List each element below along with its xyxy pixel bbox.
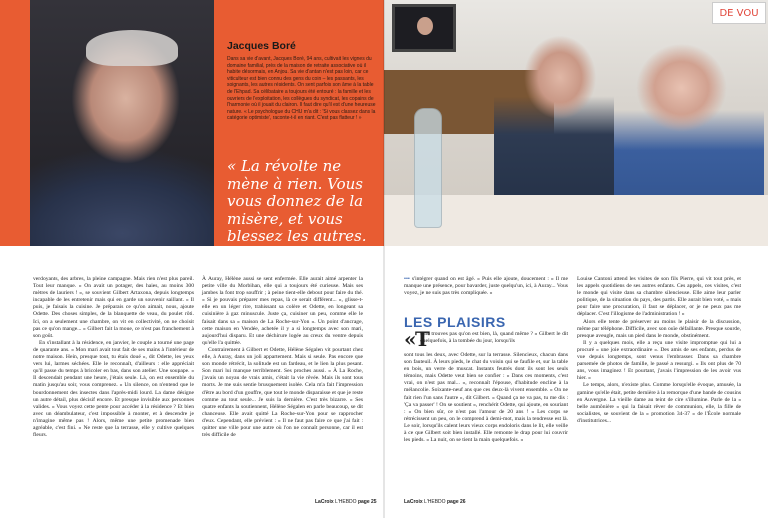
portrait-photo <box>30 0 214 246</box>
folio-sub: L'HEBDO <box>335 499 357 505</box>
paragraph: verdoyants, des arbres, la pleine campagne. Mais rien n'est plus pareil. Tout leur manque. « On avait un potager, des haies, au moins 300 mètres de lauriers ! », se souvient Gilbert Artaxona, depuis longtemps incapable de les entretenir mais qui en garde un souvenir saillant. « Il puis, je faisais la cuisine. Je préparais ce qu'on aimait, nous, ajoute Odette. Des choses simples, de la blanquette de veau, du poulet rôti. Ici, on a seulement une chambre, on vit en collectivité, on ne choisit pas ce qu'on mange... » Gilbert fait la moue, ce n'est pas franchement à son goût. <box>33 276 194 339</box>
text-column-1 <box>33 276 194 439</box>
bullet-marks: ••• <box>404 276 412 282</box>
kids-drawing-sign: DE VOU <box>712 2 766 24</box>
paragraph: Il y a quelques mois, elle a reçu une visite impromptue qui lui a procuré « une joie extraordinaire ». Des amis de ses enfants, perdus de vue depuis longtemps, sont venus l'embrasser. Dans sa chambre parsemée de photos de famille, le passé a ressurgi. « Ils ont plus de 70 ans, vous imaginez ! Et pourtant, j'avais l'impression de les avoir vus hier. » <box>577 339 741 382</box>
lead-paragraph: u ne trouves pas qu'on est bien, là, quand même ? » Gilbert le dit quelquefois, à la tombée du jour, lorsqu'ils <box>420 331 568 345</box>
text-column-2 <box>202 276 363 439</box>
water-bottle <box>414 108 442 228</box>
text-column-3-continued: sont tous les deux, avec Odette, sur la terrasse. Silencieux, chacun dans son fauteuil. À leurs pieds, le chat du voisin qui se faufile et, sur la table en bois, un verre de muscat. Instants feutrés dont ils sont les seuls témoins, mais Odette veut bien se confier : « Dans ces moments, c'est vrai, on n'est pas mal... », reconnaît l'épouse, d'habitude encline à la mélancolie. Soixante-neuf ans que ces deux-là vivent ensemble. « On ne fait rien l'un sans l'autre », dit Gilbert. « Quand ça ne va pas, tu me dis : 'Ça va passer' ! On se soutient », renchérit Odette, qui ajoute, en souriant : « On bien sûr, ce n'est pas l'amour de 20 ans ! » Les corps se rétrécissent un peu, on le comprend à demi-mot, mais la tendresse est là. Le soir, lorsqu'ils calent leurs vieux corps endoloris dans le lit, elle veille à ce que Gilbert soit bien installé. Elle remonte le drap pour lui couvrir les pieds. « La nuit, on se tient la main quelquefois. » <box>404 352 568 444</box>
pull-quote: « La révolte ne mène à rien. Vous vous donnez de la misère, et vous blessez les autres. » <box>227 157 367 263</box>
folio-brand: LaCroix <box>315 499 334 505</box>
portrait-hair <box>86 30 178 66</box>
folio-left <box>315 499 377 505</box>
caption-name: Jacques Boré <box>227 40 296 52</box>
text-column-4 <box>577 276 741 425</box>
folio-page: page 25 <box>357 499 377 505</box>
folio-page: page 26 <box>446 499 466 505</box>
folio-sub: L'HEBDO <box>424 499 446 505</box>
folio-right <box>404 499 466 505</box>
paragraph: En s'installant à la résidence, en janvier, le couple a tourné une page de quarante ans. « Mon mari avait tout fait de ses mains à l'intérieur de notre maison. Hein, presque tout, tu étais doué », dit Odette, les yeux vers lui, larmes séchées. Elle le reconnaît, d'ailleurs : elle appréciait qu'il passe du temps à bricoler en bas, dans son atelier. Une soupape. « Il descendait pendant une heure, j'étais seule. Là, on est ensemble du matin jusqu'au soir, vous comprenez. » Un silence, on n'entend que le bourdonnement des insectes dans l'après-midi lourd. La dame désigne un autre détail, plus décisif encore. Et presque invisible aux personnes valides. « Vous voyez cette pente pour accéder à la résidence ? Et bien avec un déambulateur, c'est impossible à monter, et à descendre je n'imagine même pas ! Alors, même une petite promenade bien agréable, c'est fini. » Ne reste que la terrasse, elle y cultive quelques fleurs. <box>33 339 194 439</box>
paragraph: Contrairement à Gilbert et Odette, Hélène Ségalen vit pourtant chez elle, à Auray, dans un joli appartement. Mais si seule. Pas encore que son monde rétrécit, la solitude est un fardeau, et le lien la plus pesant. Son mari lui manque terriblement. Ses proches aussi. « À La Roche, j'avais un noyau de vrais amis, c'était la vie rêvée. Mais ils sont tous morts. Je me suis sentie brusquement isolée. Cela m'a fait l'impression d'être au bord d'un gouffre, que tout le monde disparaisse et que je reste comme au tout seule... Je suis la dernière. C'est très bizarre. » Ses quatre enfants la soutiennent, Hélène Ségalen en parle beaucoup, se dit chanceuse. Elle avait quitté La Roche-sur-Yon pour se rapprocher d'eux. Cependant, elle prévient : « Il ne faut pas faire ce que j'ai fait : quitter une ville pour une autre où l'on ne connaît personne, car il est très difficile de <box>202 346 363 439</box>
paragraph: Louise Cantoni attend les visites de son fils Pierre, qui vit tout près, et les appels quotidiens de ses autres enfants. Ces appels, ces visites, c'est le monde qui visite dans sa chambre silencieuse. Elle aime leur parler politique, de la situation du pays, des partis. Elle aurait bien voté, « mais pour faire une procuration, il faut se déplacer, or je ne peux pas me déplacer. C'est l'illogisme de l'administration ! » <box>577 276 741 318</box>
paragraph: À Auray, Hélène aussi se sent enfermée. Elle aurait aimé arpenter la petite ville du Morbihan, elle qui a toujours été curieuse. Mais ses jambes la font trop souffrir ; à peine tient-elle debout pour faire du thé. « Si je pouvais préparer mes repas, là ce serait différent... », glisse-t-elle en un léger rire, trahissant sa colère et Odette, en longeant sa cuisinière à gaz minuscule. Juste ça, cuisiner un peu, comme elle le faisait dans sa « maison de La Roche-sur-Yon ». Un point d'ancrage, cette maison en Vendée, achetée il y a si longtemps avec son mari, aujourd'hui disparu. Et une déchirure logée au creux du ventre depuis qu'elle l'a quittée. <box>202 276 363 346</box>
couple-photo <box>384 0 768 246</box>
dropcap: «T <box>404 327 430 351</box>
paragraph-text: s'intégrer quand on est âgé. » Puis elle ajoute, doucement : « Il me manque une présence, pour bavarder, juste quelqu'un, ici, à Auray... Vous voyez, je ne suis pas très compliquée. » <box>404 276 568 297</box>
paragraph <box>404 276 568 297</box>
section-title: LES PLAISIRS <box>404 314 506 330</box>
folio-brand: LaCroix <box>404 499 423 505</box>
tv-screen <box>392 4 456 52</box>
man-figure <box>494 30 614 220</box>
gutter <box>383 0 385 518</box>
text-column-3 <box>404 276 568 297</box>
paragraph: Le temps, alors, n'existe plus. Comme lorsqu'elle évoque, amusée, la gamine qu'elle était, petite dernière à la remorque d'une bande de cousins en Auvergne. La vieille dame au teint de cire s'illumine. Parle de la « belle aumônière » qui la faisait rêver de communion, elle, la fille de socialistes, se souvient de la « promotion 34-37 » de l'École normale d'institutrices... <box>577 382 741 424</box>
paragraph: Alors elle tente de préserver au moins le plaisir de la discussion, même par téléphone. Difficile, avec son ouïe défaillante. Presque sourde, presque aveugle, mais un pied dans le monde, obstinément. <box>577 318 741 339</box>
dropcap-letter: T <box>415 327 430 351</box>
caption-text: Dans sa vie d'avant, Jacques Boré, 94 ans, cultivait les vignes du domaine familial, près de la maison de retraite associative où il habite désormais, en Anjou. Sa vie d'antan n'est pas loin, car ce viticulteur est bien connu des gens du coin – les passants, les soignants, les autres résidents. On sent parfois son âme à la table de l'Ehpad. Sa célibataire a toujours été entouré : la famille et les ouvriers de l'exploitation, les collègues du syndicat, les copains de l'harmonie où il jouait du clairon. Il faut dire qu'il est d'une heureuse nature. « Le psychologue du CHU m'a dit : 'Si vous classez dans la catégorie optimiste', raconte-t-il en riant. C'est pas flatteur ! » <box>227 56 376 122</box>
